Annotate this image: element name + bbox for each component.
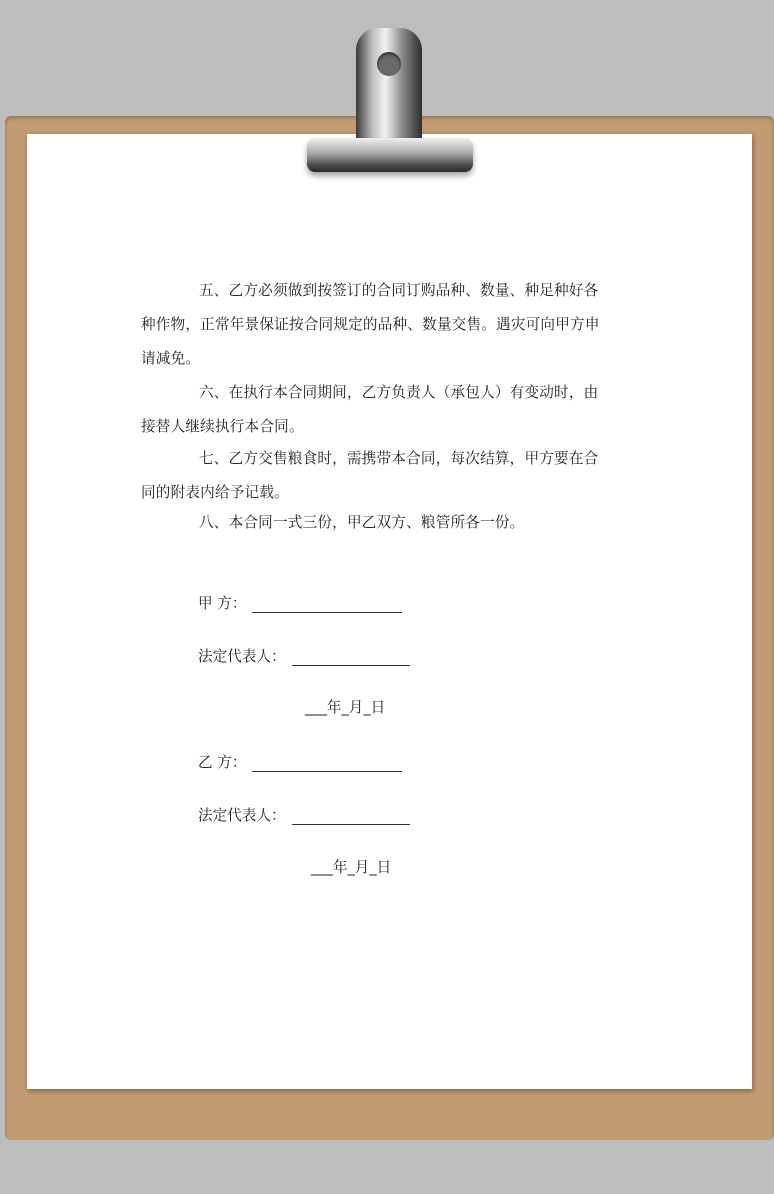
party-a-rep-field — [198, 645, 410, 666]
clip-hole — [377, 52, 401, 76]
party-a-field — [198, 592, 402, 613]
party-b-rep-line — [292, 808, 410, 825]
clause-8: 八、本合同一式三份，甲乙双方、粮管所各一份。 — [199, 514, 525, 531]
party-a-signature-line — [252, 596, 402, 613]
party-b-rep-field — [198, 804, 410, 825]
party-a-label: 甲 方： — [198, 595, 247, 612]
party-a-rep-line — [292, 649, 410, 666]
clip-top — [356, 28, 422, 146]
party-b-signature-line — [252, 755, 402, 772]
clause-6: 六、在执行本合同期间，乙方负责人（承包人）有变动时，由接替人继续执行本合同。 — [141, 384, 599, 435]
clause-7: 七、乙方交售粮食时，需携带本合同，每次结算，甲方要在合同的附表内给予记载。 — [141, 450, 599, 501]
party-b-field — [198, 751, 402, 772]
party-a-rep-label: 法定代表人： — [198, 648, 286, 665]
party-a-date: ___年_月_日 — [305, 699, 386, 716]
party-b-rep-label: 法定代表人： — [198, 807, 286, 824]
clip-bar — [307, 138, 473, 172]
clause-5: 五、乙方必须做到按签订的合同订购品种、数量、种足种好各种作物，正常年景保证按合同规定的品种、数量交售。遇灾可向甲方申请减免。 — [141, 282, 600, 367]
party-b-date: ___年_月_日 — [311, 859, 392, 876]
party-b-label: 乙 方： — [198, 754, 247, 771]
